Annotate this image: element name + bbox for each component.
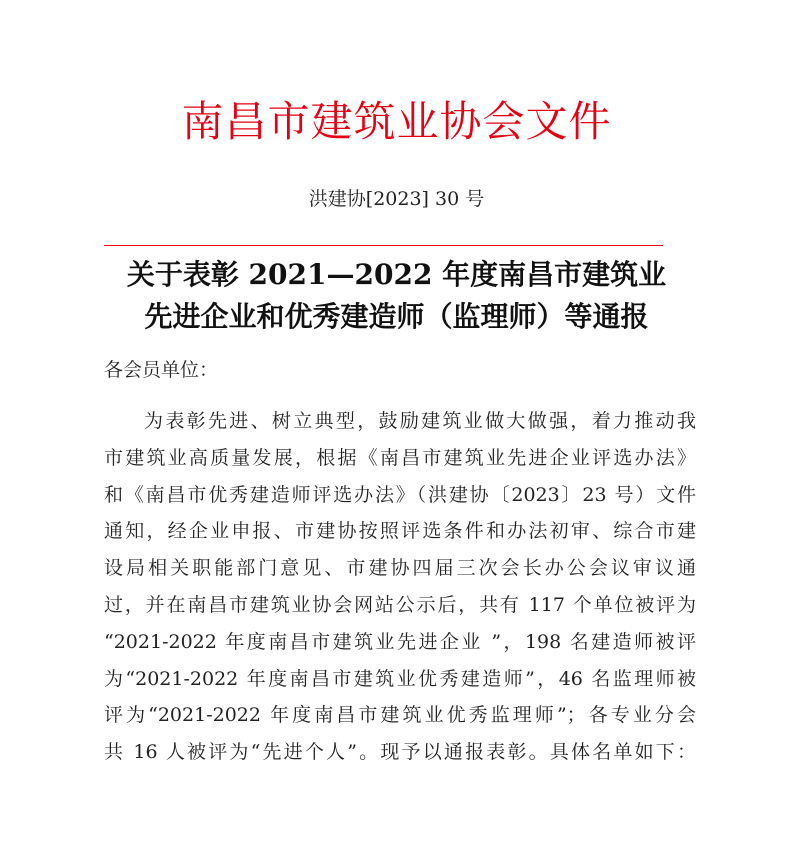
body-line: 市建筑业高质量发展，根据《南昌市建筑业先进企业评选办法》 [104,446,696,469]
body-line: 为表彰先进、树立典型，鼓励建筑业做大做强，着力推动我 [144,410,696,432]
document-title-line-2: 先进企业和优秀建造师（监理师）等通报 [144,300,649,333]
body-line: 过，并在南昌市建筑业协会网站公示后，共有 117 个单位被评为 [104,593,696,616]
body-line: 通知，经企业申报、市建协按照评选条件和办法初审、综合市建 [104,520,696,543]
document-title [0,254,793,338]
red-divider-line [104,245,663,246]
body-line: “2021-2022 年度南昌市建筑业先进企业 ”，198 名建造师被评 [104,630,696,653]
body-text [104,403,696,771]
body-line: 评为“2021-2022 年度南昌市建筑业优秀监理师”；各专业分会 [104,704,696,727]
body-line: 共 16 人被评为“先进个人”。现予以通报表彰。具体名单如下： [104,741,696,764]
body-line: 设局相关职能部门意见、市建协四届三次会长办公会议审议通 [104,557,696,580]
body-line: 和《南昌市优秀建造师评选办法》（洪建协〔2023〕23 号）文件 [104,483,696,506]
salutation: 各会员单位： [104,359,219,381]
document-number: 洪建协[2023] 30 号 [308,188,485,210]
org-file-title: 南昌市建筑业协会文件 [181,97,612,146]
document-title-line-1: 关于表彰 2021—2022 年度南昌市建筑业 [126,258,667,291]
body-line: 为“2021-2022 年度南昌市建筑业优秀建造师”，46 名监理师被 [104,667,696,690]
